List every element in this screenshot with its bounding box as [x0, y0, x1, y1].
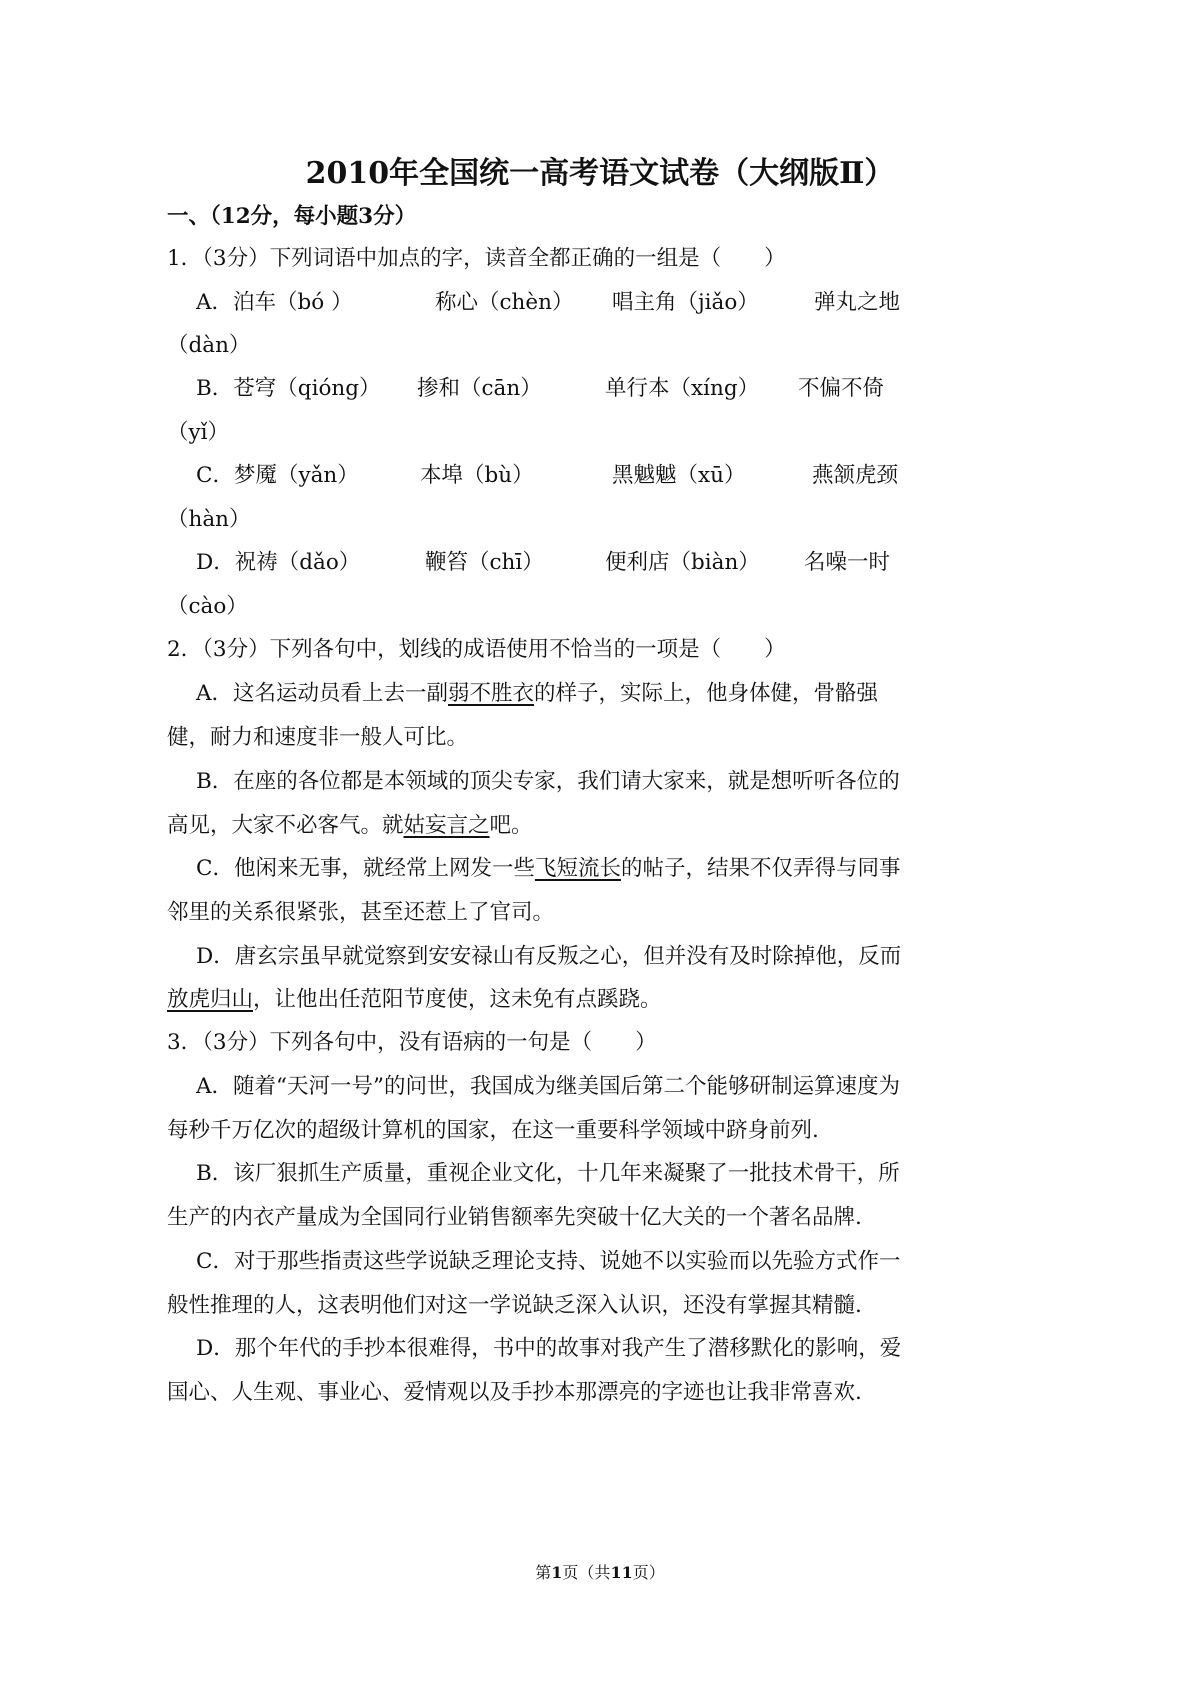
option-text: （cào） — [167, 594, 248, 619]
option-text: 邻里的关系很紧张，甚至还惹上了官司。 — [167, 900, 555, 925]
option-text: 鞭笞（chī） — [425, 550, 544, 575]
footer-text: 第 — [535, 1563, 552, 1582]
option-text: 掺和（cān） — [417, 376, 542, 401]
option-text: A．泊车（bó ） — [196, 290, 353, 315]
option-text: （dàn） — [167, 333, 251, 358]
option-text: 吧。 — [489, 813, 533, 838]
question-2-option-a — [196, 679, 878, 709]
option-text: ，让他出任范阳节度使，这未免有点蹊跷。 — [253, 987, 662, 1012]
option-text: 不偏不倚 — [798, 376, 885, 401]
footer-text: 页（共 — [562, 1563, 611, 1582]
option-text: 健，耐力和速度非一般人可比。 — [167, 725, 469, 750]
question-2-option-c — [196, 854, 900, 884]
option-text: 般性推理的人，这表明他们对这一学说缺乏深入认识，还没有掌握其精髓. — [167, 1293, 862, 1318]
option-text: 便利店（biàn） — [605, 550, 760, 575]
option-text: 单行本（xíng） — [605, 376, 760, 401]
question-3-stem: 3．（3分）下列各句中，没有语病的一句是（ ） — [167, 1030, 657, 1055]
page-total: 11 — [610, 1563, 633, 1582]
option-text: D．祝祷（dǎo） — [196, 550, 361, 575]
question-3-option-b: B．该厂狠抓生产质量，重视企业文化，十几年来凝聚了一批技术骨干，所 — [196, 1161, 900, 1186]
underlined-idiom: 姑妄言之 — [403, 813, 490, 838]
page-number: 1 — [551, 1563, 563, 1582]
page-footer — [0, 1562, 1200, 1584]
exam-title: 2010年全国统一高考语文试卷（大纲版Ⅱ） — [305, 156, 895, 191]
option-text: 生产的内衣产量成为全国同行业销售额率先突破十亿大关的一个著名品牌. — [167, 1205, 862, 1230]
option-text: 名噪一时 — [804, 550, 891, 575]
option-text: 燕颔虎颈 — [812, 463, 899, 488]
section-heading: 一、（12分，每小题3分） — [167, 204, 417, 229]
question-3-option-a: A．随着“天河一号”的问世，我国成为继美国后第二个能够研制运算速度为 — [196, 1074, 901, 1099]
option-text-continued — [167, 811, 533, 841]
option-text: C．梦魇（yǎn） — [196, 463, 359, 488]
option-text: C．他闲来无事，就经常上网发一些 — [196, 856, 535, 881]
question-2-stem: 2．（3分）下列各句中，划线的成语使用不恰当的一项是（ ） — [167, 637, 786, 662]
option-text: 国心、人生观、事业心、爱情观以及手抄本那漂亮的字迹也让我非常喜欢. — [167, 1380, 862, 1405]
question-1-stem: 1．（3分）下列词语中加点的字，读音全都正确的一组是（ ） — [167, 246, 786, 271]
footer-text: 页） — [632, 1563, 665, 1582]
question-3-option-c: C．对于那些指责这些学说缺乏理论支持、说她不以实验而以先验方式作一 — [196, 1249, 901, 1274]
underlined-idiom: 弱不胜衣 — [448, 681, 535, 706]
option-text: 本埠（bù） — [420, 463, 534, 488]
option-text: B．苍穹（qióng） — [196, 376, 381, 401]
option-text: 称心（chèn） — [435, 290, 574, 315]
option-text: 的帖子，结果不仅弄得与同事 — [620, 856, 901, 881]
option-text: （yǐ） — [167, 420, 230, 445]
option-text: 弹丸之地 — [814, 290, 901, 315]
underlined-idiom: 放虎归山 — [167, 987, 254, 1012]
option-text: 高见，大家不必客气。就 — [167, 813, 404, 838]
option-text-continued — [167, 985, 662, 1015]
option-text: A．这名运动员看上去一副 — [196, 681, 449, 706]
option-text: 的样子，实际上，他身体健，骨骼强 — [534, 681, 879, 706]
option-text: 唱主角（jiǎo） — [612, 290, 759, 315]
option-text: 黑魆魆（xū） — [612, 463, 746, 488]
question-2-option-b: B．在座的各位都是本领域的顶尖专家，我们请大家来，就是想听听各位的 — [196, 769, 900, 794]
question-3-option-d: D．那个年代的手抄本很难得，书中的故事对我产生了潜移默化的影响，爱 — [196, 1336, 902, 1361]
question-2-option-d: D．唐玄宗虽早就觉察到安安禄山有反叛之心，但并没有及时除掉他，反而 — [196, 944, 902, 969]
option-text: 每秒千万亿次的超级计算机的国家，在这一重要科学领域中跻身前列. — [167, 1118, 819, 1143]
option-text: （hàn） — [167, 507, 251, 532]
underlined-idiom: 飞短流长 — [534, 856, 621, 881]
